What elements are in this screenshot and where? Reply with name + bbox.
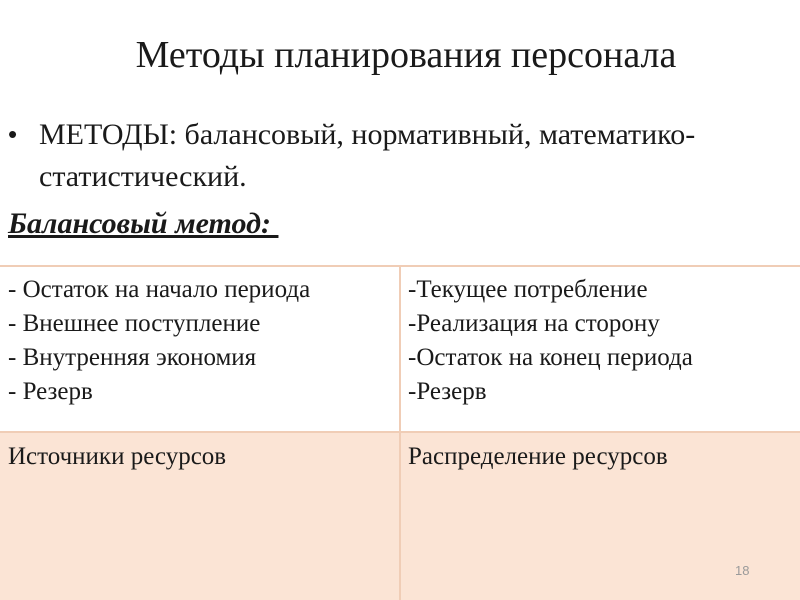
bullet-icon: • xyxy=(8,119,18,149)
table-cell-line: -Остаток на конец периода xyxy=(408,344,693,371)
table-cell-line: - Внутренняя экономия xyxy=(8,344,257,371)
table-cell-line: -Резерв xyxy=(408,378,487,405)
table-border-vertical xyxy=(399,265,401,600)
subheading: Балансовый метод: xyxy=(8,207,279,240)
table-cell-line: - Внешнее поступление xyxy=(8,310,261,337)
table-cell-line: Распределение ресурсов xyxy=(408,443,668,470)
table-cell-sources-label xyxy=(0,432,400,600)
bullet-text: МЕТОДЫ: балансовый, нормативный, математико-статистический. xyxy=(39,118,696,193)
balance-table xyxy=(0,265,800,600)
slide-title: Методы планирования персонала xyxy=(135,34,677,76)
page-number: 18 xyxy=(735,563,750,578)
table-cell-line: -Текущее потребление xyxy=(408,276,648,303)
table-cell-sources-items xyxy=(0,265,400,432)
table-cell-line: -Реализация на сторону xyxy=(408,310,660,337)
table-cell-line: - Остаток на начало периода xyxy=(8,276,311,303)
table-cell-line: - Резерв xyxy=(8,378,93,405)
table-cell-line: Источники ресурсов xyxy=(8,443,227,470)
table-cell-distribution-items xyxy=(400,265,800,432)
